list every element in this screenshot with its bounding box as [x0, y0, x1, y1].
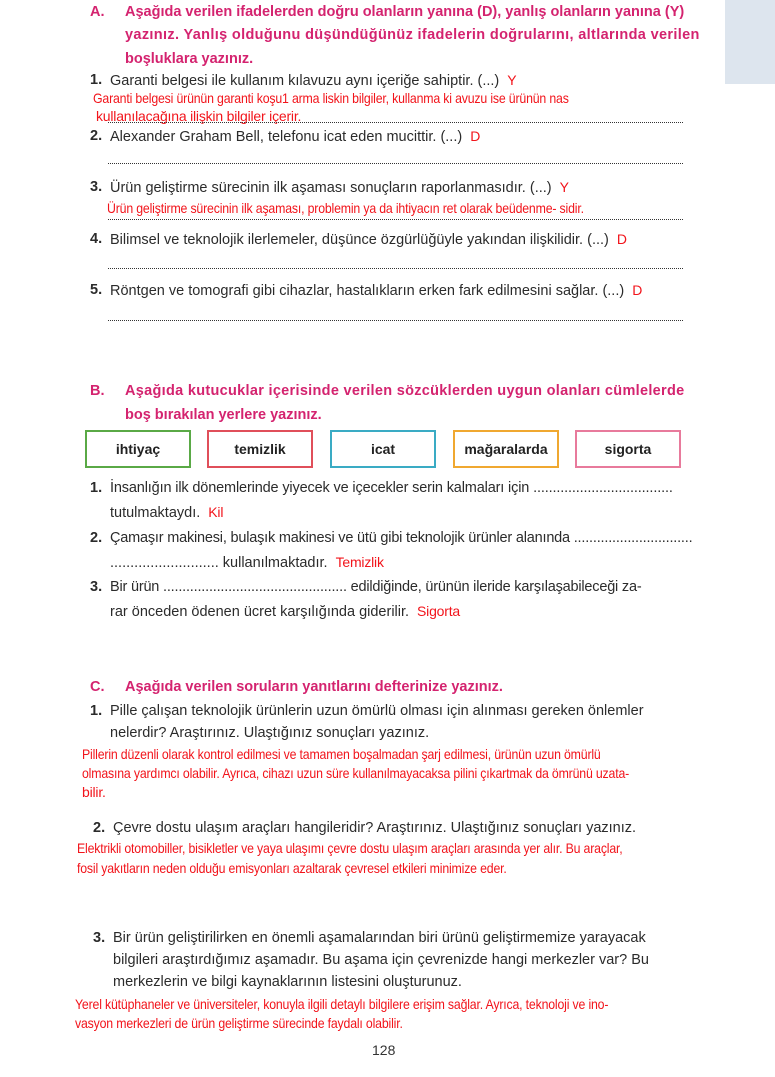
answer-text: Sigorta	[417, 603, 461, 619]
statement-row	[110, 282, 642, 300]
sentence: ........................... kullanılmaktadır.	[110, 555, 328, 571]
sentence-row	[110, 554, 384, 572]
section-a-heading: boşluklara yazınız.	[125, 51, 254, 67]
word-box-icat	[330, 430, 436, 468]
section-a-heading: Aşağıda verilen ifadelerden doğru olanların yanına (D), yanlış olanların yanına (Y)	[125, 4, 685, 20]
statement-row	[110, 231, 627, 249]
statement: Bilimsel ve teknolojik ilerlemeler, düşünce özgürlüğüyle yakından ilişkilidir. (...)	[110, 232, 609, 248]
item-number: 2.	[90, 128, 103, 144]
word-box-temizlik	[207, 430, 313, 468]
item-number: 2.	[93, 820, 106, 836]
sentence: Bir ürün ................................................ edildiğinde, ürünün ileride karşılaşabileceği za-	[110, 579, 642, 595]
answer-mark: D	[616, 231, 627, 247]
answer-text: Elektrikli otomobiller, bisikletler ve yaya ulaşımı çevre dostu ulaşım araçları arasında yer alır. Bu araçlar,	[77, 840, 623, 856]
item-number: 1.	[90, 703, 103, 719]
word: mağaralarda	[464, 441, 548, 457]
question: Bir ürün geliştirilirken en önemli aşamalarından biri ürünü geliştirmemize yarayacak	[113, 930, 646, 946]
section-a-letter: A.	[90, 4, 105, 20]
statement-row	[110, 72, 516, 90]
item-number: 2.	[90, 530, 103, 546]
item-number: 1.	[90, 480, 103, 496]
question: Çevre dostu ulaşım araçları hangileridir? Araştırınız. Ulaştığınız sonuçları yazınız.	[113, 820, 637, 836]
word-box-ihtiyac	[85, 430, 191, 468]
statement: Alexander Graham Bell, telefonu icat eden mucittir. (...)	[110, 129, 463, 145]
sentence: rar önceden ödenen ücret karşılığında giderilir.	[110, 604, 410, 620]
item-number: 1.	[90, 72, 103, 88]
question: nelerdir? Araştırınız. Ulaştığınız sonuçları yazınız.	[110, 725, 430, 741]
word: icat	[370, 441, 396, 457]
answer-text: olmasına yardımcı olabilir. Ayrıca, cihazı uzun süre kullanılmayacaksa pilini çıkartmak da ömrünü uzata-	[82, 765, 630, 781]
answer-mark: D	[632, 282, 643, 298]
word-box-sigorta	[575, 430, 681, 468]
answer-text: Pillerin düzenli olarak kontrol edilmesi ve tamamen boşalmadan şarj edilmesi, ürünün uzun ömürlü	[82, 746, 601, 762]
answer-line	[108, 268, 683, 269]
answer-text: Yerel kütüphaneler ve üniversiteler, konuyla ilgili detaylı bilgilere erişim sağlar. Ayrıca, teknoloji ve ino-	[75, 996, 609, 1012]
statement-row	[110, 128, 480, 146]
sentence: Çamaşır makinesi, bulaşık makinesi ve ütü gibi teknolojik ürünler alanında ...............................	[110, 530, 693, 546]
sentence: tutulmaktaydı.	[110, 505, 201, 521]
question: merkezlerin ve bilgi kaynaklarının listesini oluşturunuz.	[113, 974, 462, 990]
item-number: 4.	[90, 231, 103, 247]
statement: Garanti belgesi ile kullanım kılavuzu aynı içeriğe sahiptir. (...)	[110, 73, 500, 89]
word-box-magaralarda	[453, 430, 559, 468]
answer-text: bilir.	[82, 784, 106, 800]
answer-line	[108, 320, 683, 321]
answer-mark: D	[470, 128, 481, 144]
page-tab	[725, 0, 775, 84]
item-number: 3.	[93, 930, 106, 946]
word: sigorta	[604, 441, 652, 457]
page-number: 128	[372, 1042, 396, 1058]
answer-text: Garanti belgesi ürünün garanti koşu1 arma liskin bilgiler, kullanma ki avuzu ise ürünün nas	[93, 90, 569, 106]
item-number: 5.	[90, 282, 103, 298]
question: Pille çalışan teknolojik ürünlerin uzun ömürlü olması için alınması gereken önlemler	[110, 703, 644, 719]
section-c-letter: C.	[90, 679, 105, 695]
sentence-row	[110, 603, 460, 621]
statement: Ürün geliştirme sürecinin ilk aşaması sonuçların raporlanmasıdır. (...)	[110, 180, 552, 196]
section-b-heading: boş bırakılan yerlere yazınız.	[125, 407, 322, 423]
question: bilgileri araştırdığımız aşamadır. Bu aşama için çevrenizde hangi merkezler var? Bu	[113, 952, 649, 968]
statement-row	[110, 179, 569, 197]
sentence-row	[110, 504, 223, 522]
answer-text: Ürün geliştirme sürecinin ilk aşaması, problemin ya da ihtiyacın ret olarak beüdenme- sidir.	[107, 200, 584, 216]
answer-mark: Y	[507, 72, 517, 88]
item-number: 3.	[90, 579, 103, 595]
answer-line	[108, 219, 683, 220]
section-b-heading: Aşağıda kutucuklar içerisinde verilen sözcüklerden uygun olanları cümlelerde	[125, 383, 685, 399]
answer-text: Temizlik	[335, 554, 384, 570]
answer-mark: Y	[559, 179, 569, 195]
answer-text: fosil yakıtların neden olduğu emisyonları azaltarak çevresel etkileri minimize eder.	[77, 860, 507, 876]
section-b-letter: B.	[90, 383, 105, 399]
sentence: İnsanlığın ilk dönemlerinde yiyecek ve içecekler serin kalmaları için ....................................	[110, 480, 673, 496]
answer-line	[108, 163, 683, 164]
statement: Röntgen ve tomografi gibi cihazlar, hastalıkların erken fark edilmesini sağlar. (...)	[110, 283, 625, 299]
word: ihtiyaç	[115, 441, 161, 457]
answer-text: Kil	[208, 504, 224, 520]
answer-text: kullanılacağına ilişkin bilgiler içerir.	[96, 108, 302, 124]
word: temizlik	[234, 441, 286, 457]
item-number: 3.	[90, 179, 103, 195]
answer-text: vasyon merkezleri de ürün geliştirme sürecinde faydalı olabilir.	[75, 1015, 403, 1031]
section-a-heading: yazınız. Yanlış olduğunu düşündüğünüz ifadelerin doğrularını, altlarında verilen	[125, 27, 700, 43]
answer-line	[108, 122, 683, 123]
section-c-heading: Aşağıda verilen soruların yanıtlarını defterinize yazınız.	[125, 679, 503, 695]
